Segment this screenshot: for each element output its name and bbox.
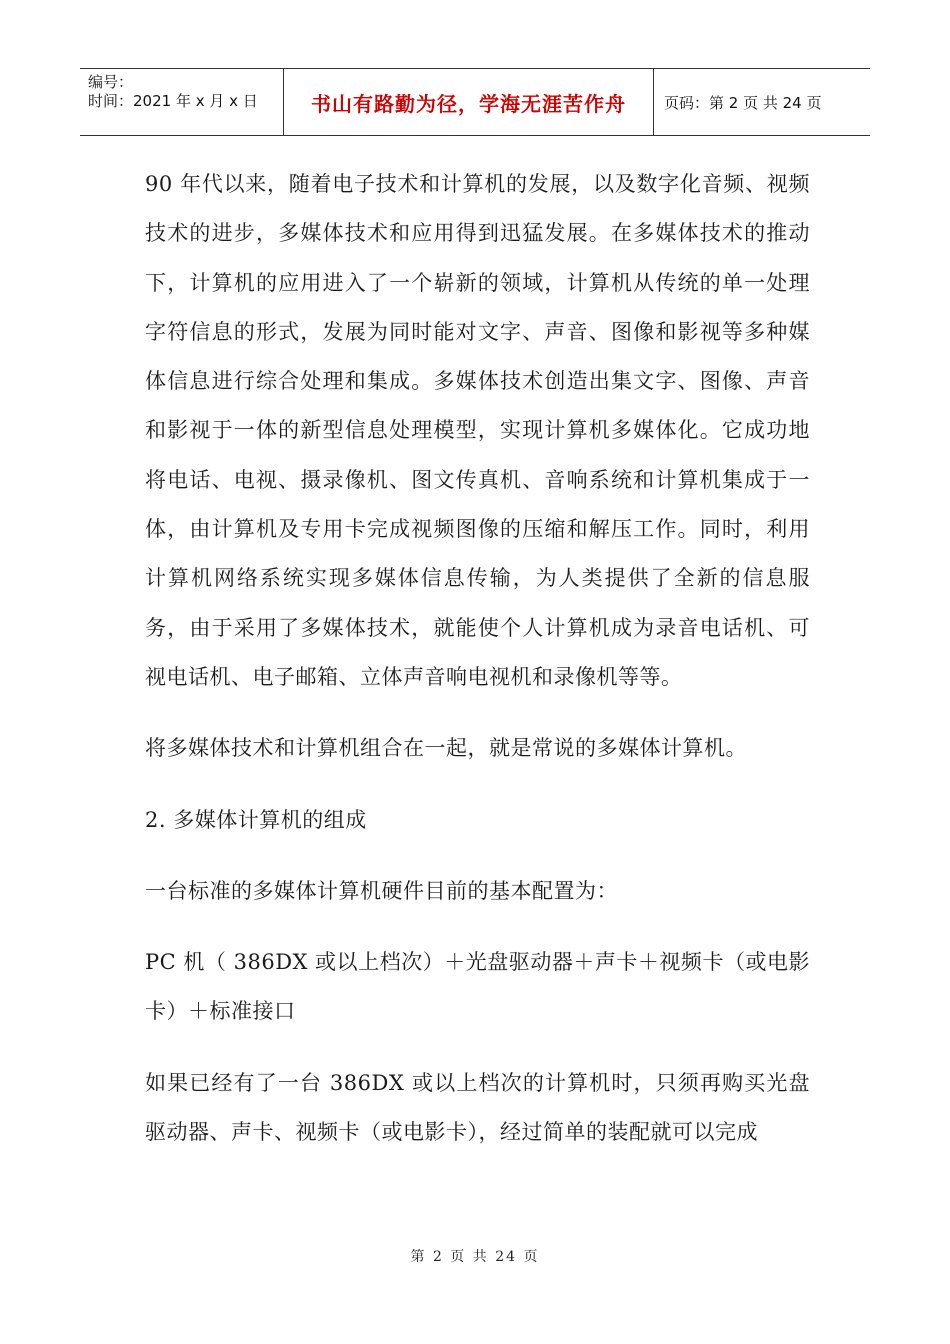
paragraph-intro: 90 年代以来，随着电子技术和计算机的发展，以及数字化音频、视频技术的进步，多媒体技术和应用得到迅猛发展。在多媒体技术的推动下，计算机的应用进入了一个崭新的领域，计算机从传统的单一处理字符信息的形式，发展为同时能对文字、声音、图像和影视等多种媒体信息进行综合处理和集成。多媒体技术创造出集文字、图像、声音和影视于一体的新型信息处理模型，实现计算机多媒体化。它成功地将电话、电视、摄录像机、图文传真机、音响系统和计算机集成于一体，由计算机及专用卡完成视频图像的压缩和解压工作。同时，利用计算机网络系统实现多媒体信息传输，为人类提供了全新的信息服务，由于采用了多媒体技术，就能使个人计算机成为录音电话机、可视电话机、电子邮箱、立体声音响电视机和录像机等等。 [145, 172, 810, 689]
document-header [80, 68, 870, 136]
header-meta [80, 69, 283, 135]
document-body [145, 160, 810, 1157]
header-page-info: 页码：第 2 页 共 24 页 [664, 93, 822, 112]
paragraph-config-intro: 一台标准的多媒体计算机硬件目前的基本配置为： [145, 878, 618, 903]
paragraph-upgrade: 如果已经有了一台 386DX 或以上档次的计算机时，只须再购买光盘驱动器、声卡、视频卡（或电影卡），经过简单的装配就可以完成 [145, 1070, 810, 1145]
paragraph-config-formula: PC 机（ 386DX 或以上档次）＋光盘驱动器＋声卡＋视频卡（或电影卡）＋标准接口 [145, 950, 810, 1024]
serial-number-label: 编号： [88, 73, 134, 91]
header-motto: 书山有路勤为径，学海无涯苦作舟 [283, 69, 654, 135]
date-label: 时间：2021 年 x 月 x 日 [88, 92, 258, 110]
section-heading: 2. 多媒体计算机的组成 [145, 807, 367, 832]
page-footer: 第 2 页 共 24 页 [410, 1249, 540, 1265]
paragraph-definition: 将多媒体技术和计算机组合在一起，就是常说的多媒体计算机。 [145, 736, 747, 761]
